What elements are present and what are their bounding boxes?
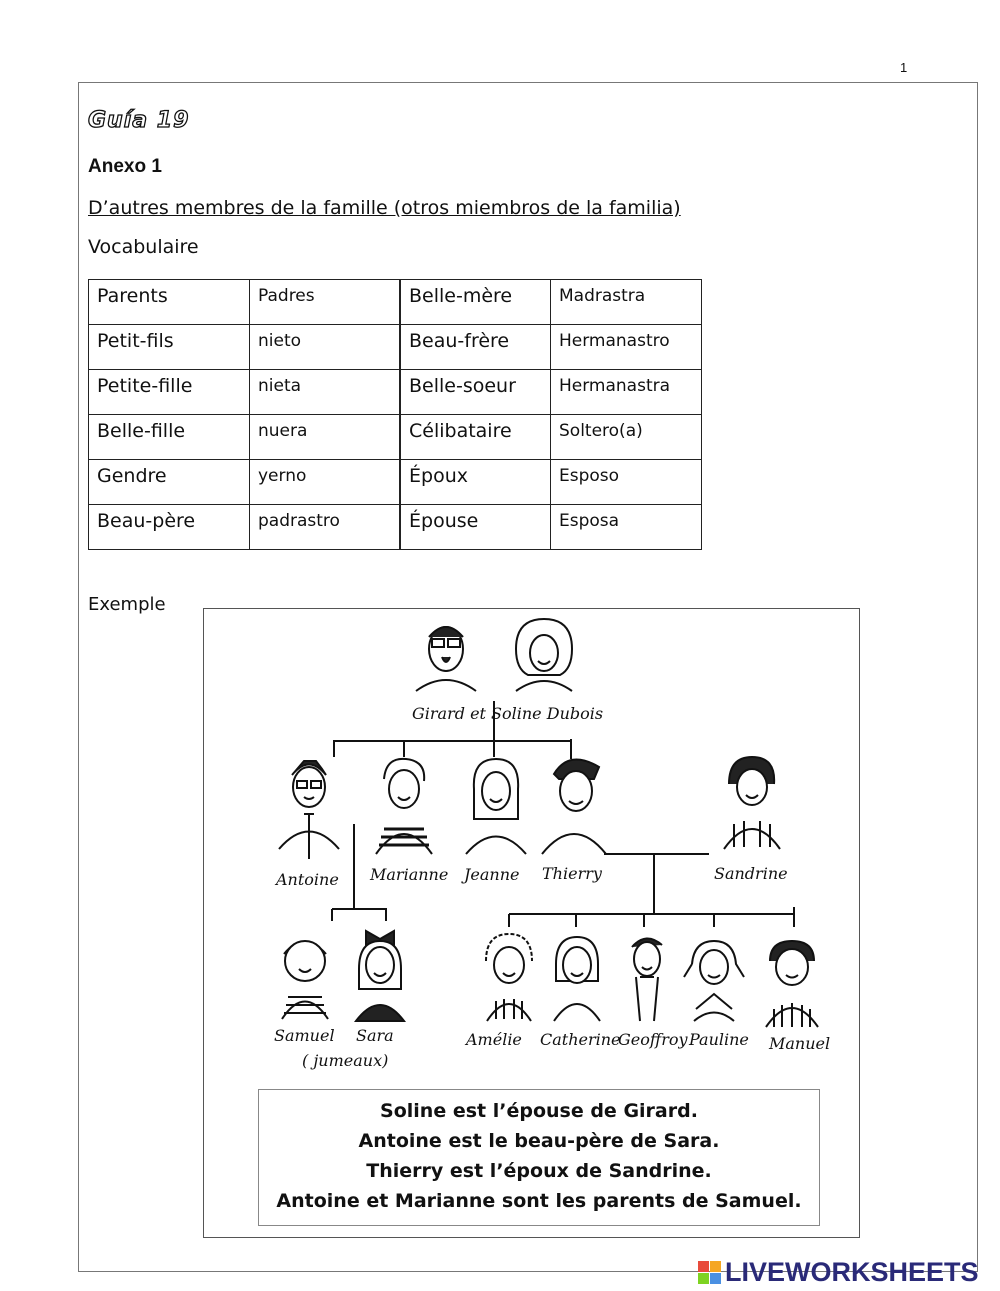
table-row — [401, 460, 702, 505]
spanish-term: nuera — [250, 415, 400, 460]
label-antoine: Antoine — [276, 870, 339, 889]
girard-figure — [416, 627, 476, 691]
table-row — [401, 505, 702, 550]
pauline-figure — [684, 941, 744, 1021]
liveworksheets-logo — [698, 1257, 979, 1288]
guide-title: Guía 19 — [88, 108, 190, 133]
example-sentences-box — [258, 1089, 820, 1226]
spanish-term: Hermanastra — [551, 370, 702, 415]
french-term: Belle-fille — [89, 415, 250, 460]
label-manuel: Manuel — [769, 1034, 831, 1053]
french-term: Époux — [401, 460, 551, 505]
spanish-term: yerno — [250, 460, 400, 505]
sandrine-figure — [724, 757, 780, 849]
french-term: Belle-soeur — [401, 370, 551, 415]
spanish-term: Padres — [250, 280, 400, 325]
vocabulary-table-left — [88, 279, 400, 550]
section-subtitle: D’autres membres de la famille (otros miembros de la familia) — [88, 197, 681, 219]
spanish-term: Esposo — [551, 460, 702, 505]
french-term: Beau-père — [89, 505, 250, 550]
annex-title: Anexo 1 — [88, 156, 162, 177]
logo-cubes-icon — [698, 1261, 721, 1284]
spanish-term: Madrastra — [551, 280, 702, 325]
table-row — [401, 370, 702, 415]
table-row — [401, 280, 702, 325]
table-row — [89, 325, 400, 370]
catherine-figure — [554, 937, 600, 1021]
french-term: Épouse — [401, 505, 551, 550]
spanish-term: nieto — [250, 325, 400, 370]
label-twins: ( jumeaux) — [302, 1051, 389, 1070]
table-row — [401, 415, 702, 460]
table-row — [401, 325, 702, 370]
geoffroy-figure — [632, 938, 662, 1021]
spanish-term: nieta — [250, 370, 400, 415]
example-sentence: Antoine est le beau-père de Sara. — [358, 1130, 720, 1152]
spanish-term: Soltero(a) — [551, 415, 702, 460]
samuel-figure — [282, 941, 328, 1019]
example-sentence: Thierry est l’époux de Sandrine. — [366, 1160, 712, 1182]
table-row — [89, 370, 400, 415]
label-catherine: Catherine — [540, 1030, 621, 1049]
table-row — [89, 415, 400, 460]
spanish-term: Esposa — [551, 505, 702, 550]
manuel-figure — [766, 941, 818, 1027]
antoine-figure — [279, 761, 339, 859]
label-grandparents: Girard et Soline Dubois — [412, 704, 604, 723]
vocabulary-table-right — [400, 279, 702, 550]
table-row — [89, 460, 400, 505]
french-term: Parents — [89, 280, 250, 325]
page-number: 1 — [900, 60, 908, 75]
example-sentence: Soline est l’épouse de Girard. — [380, 1100, 698, 1122]
thierry-figure — [542, 759, 606, 854]
spanish-term: padrastro — [250, 505, 400, 550]
french-term: Petite-fille — [89, 370, 250, 415]
french-term: Belle-mère — [401, 280, 551, 325]
soline-figure — [516, 619, 572, 691]
french-term: Gendre — [89, 460, 250, 505]
label-thierry: Thierry — [542, 864, 602, 883]
label-sandrine: Sandrine — [714, 864, 788, 883]
table-row — [89, 280, 400, 325]
logo-text: LIVEWORKSHEETS — [725, 1257, 979, 1287]
spanish-term: Hermanastro — [551, 325, 702, 370]
sara-figure — [356, 931, 404, 1021]
french-term: Beau-frère — [401, 325, 551, 370]
label-jeanne: Jeanne — [464, 865, 520, 884]
label-marianne: Marianne — [370, 865, 449, 884]
jeanne-figure — [466, 759, 526, 854]
example-sentence: Antoine et Marianne sont les parents de Samuel. — [276, 1190, 802, 1212]
french-term: Célibataire — [401, 415, 551, 460]
french-term: Petit-fils — [89, 325, 250, 370]
label-amelie: Amélie — [466, 1030, 522, 1049]
label-samuel: Samuel — [274, 1026, 335, 1045]
example-label: Exemple — [88, 594, 166, 615]
marianne-figure — [376, 759, 432, 854]
label-sara: Sara — [356, 1026, 394, 1045]
table-row — [89, 505, 400, 550]
label-geoffroy: Geoffroy — [618, 1030, 688, 1049]
amelie-figure — [486, 934, 532, 1021]
label-pauline: Pauline — [689, 1030, 749, 1049]
vocabulary-label: Vocabulaire — [88, 236, 199, 258]
